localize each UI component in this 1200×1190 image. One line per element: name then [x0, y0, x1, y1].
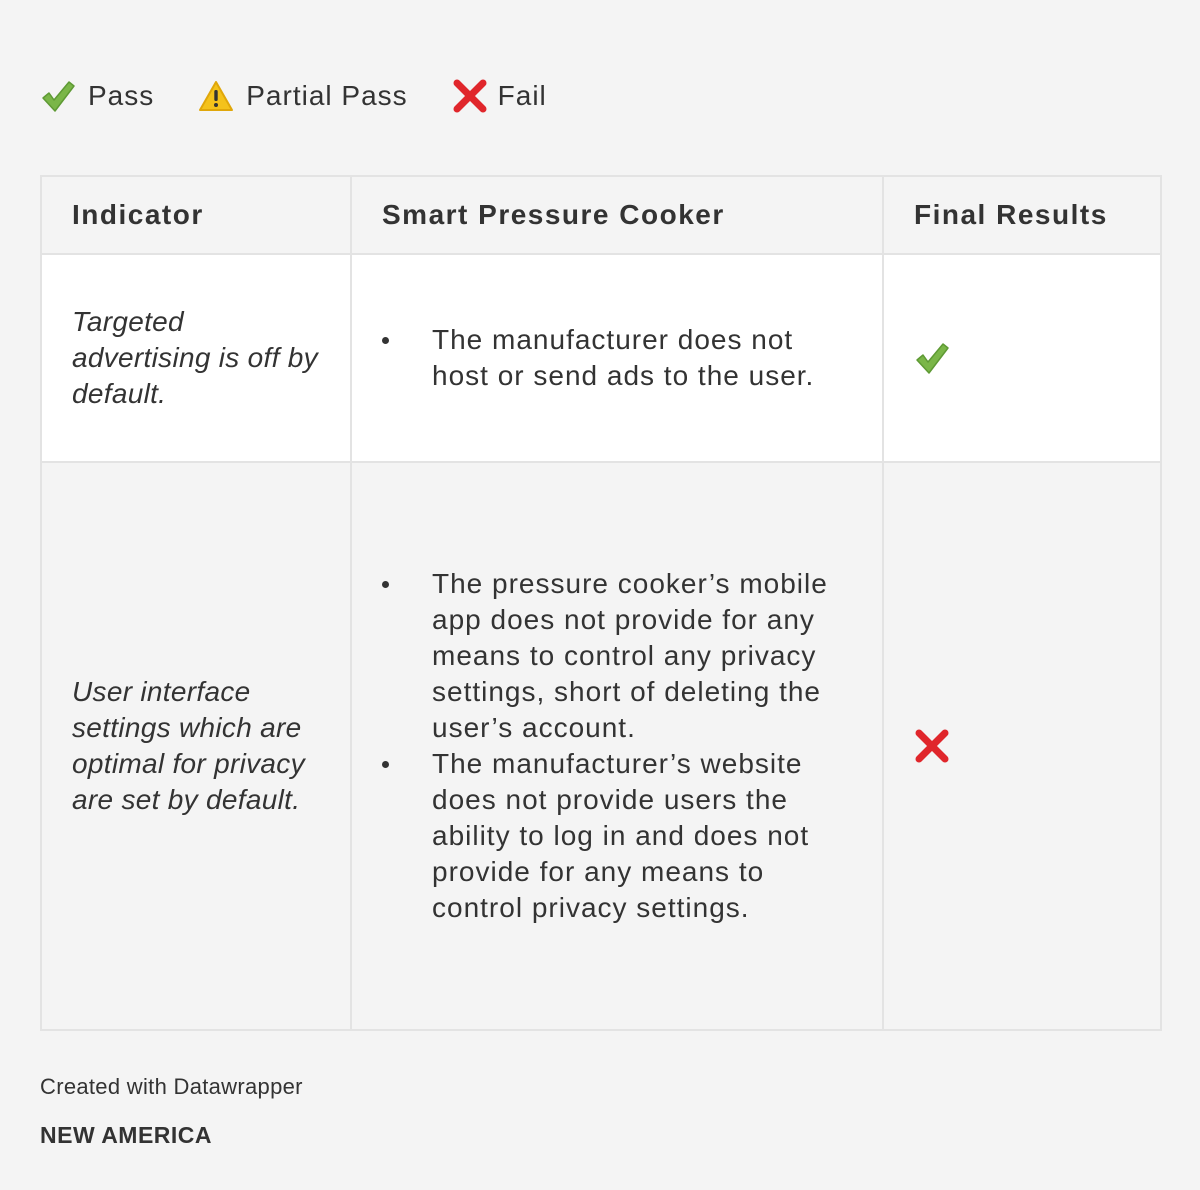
brand-logo-text: NEW AMERICA	[40, 1122, 213, 1148]
legend-label-fail: Fail	[497, 80, 547, 111]
legend-label-pass: Pass	[88, 80, 155, 111]
table-row	[41, 254, 1161, 462]
findings-cell	[351, 462, 883, 1030]
indicator-cell: User interface settings which are optimal for privacy are set by default.	[41, 462, 351, 1030]
finding-item: The manufacturer does not host or send ads to the user.	[382, 322, 852, 394]
warning-icon	[198, 80, 234, 112]
column-header-smart-pressure-cooker: Smart Pressure Cooker	[351, 176, 883, 254]
findings-cell	[351, 254, 883, 462]
datawrapper-credit: Created with Datawrapper	[40, 1074, 303, 1099]
legend-item-partial-pass	[198, 80, 407, 112]
result-cell-fail	[883, 462, 1161, 1030]
findings-list	[382, 566, 852, 926]
legend-item-fail	[452, 78, 547, 114]
finding-item: The manufacturer’s website does not provide users the ability to log in and does not provide for any means to control privacy settings.	[382, 746, 852, 926]
results-table	[40, 175, 1162, 1031]
legend	[40, 72, 591, 120]
indicator-cell: Targeted advertising is off by default.	[41, 254, 351, 462]
check-mark-icon	[914, 340, 950, 376]
legend-label-partial-pass: Partial Pass	[246, 80, 408, 111]
check-mark-icon	[40, 78, 76, 114]
cross-mark-icon	[452, 78, 488, 114]
legend-item-pass	[40, 78, 154, 114]
findings-list	[382, 322, 852, 394]
column-header-final-results: Final Results	[883, 176, 1161, 254]
cross-mark-icon	[914, 728, 950, 764]
finding-item: The pressure cooker’s mobile app does not provide for any means to control any privacy settings, short of deleting the user’s account.	[382, 566, 852, 746]
table-row	[41, 462, 1161, 1030]
table-header-row	[41, 176, 1161, 254]
column-header-indicator: Indicator	[41, 176, 351, 254]
result-cell-pass	[883, 254, 1161, 462]
